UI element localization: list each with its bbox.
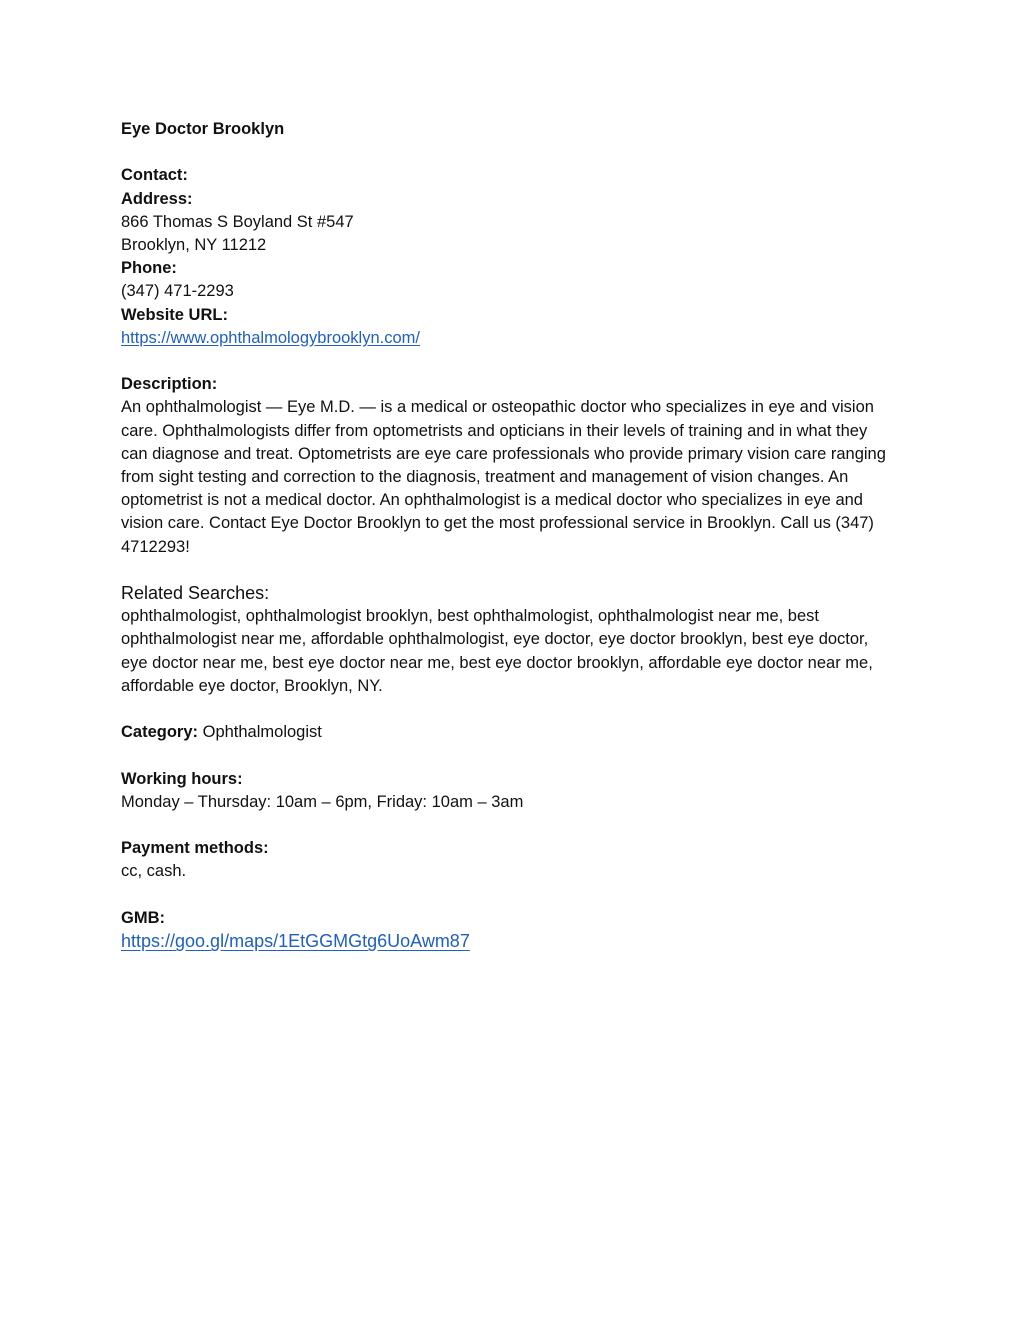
- website-link[interactable]: https://www.ophthalmologybrooklyn.com/: [121, 328, 420, 347]
- spacer: [121, 559, 911, 582]
- description-line: vision care. Contact Eye Doctor Brooklyn to get the most professional service in Brooklyn. Call us (347): [121, 514, 874, 533]
- description-line: care. Ophthalmologists differ from optometrists and opticians in their levels of training and in what they: [121, 421, 868, 440]
- working-hours-value: Monday – Thursday: 10am – 6pm, Friday: 10am – 3am: [121, 792, 524, 811]
- website-label: Website URL:: [121, 305, 228, 324]
- gmb-label: GMB:: [121, 908, 165, 927]
- working-hours-label: Working hours:: [121, 769, 243, 788]
- contact-heading: Contact:: [121, 166, 188, 185]
- phone-number: (347) 471-2293: [121, 282, 234, 301]
- description-line: from sight testing and correction to the diagnosis, treatment and management of vision changes. An: [121, 468, 849, 487]
- related-searches-line: ophthalmologist, ophthalmologist brooklyn, best ophthalmologist, ophthalmologist near me, best: [121, 607, 819, 626]
- spacer: [121, 141, 911, 164]
- spacer: [121, 744, 911, 767]
- payment-methods-value: cc, cash.: [121, 862, 187, 881]
- description-line: can diagnose and treat. Optometrists are eye care professionals who provide primary vision care ranging: [121, 444, 886, 463]
- address-line-1: 866 Thomas S Boyland St #547: [121, 212, 354, 231]
- description-text: [121, 396, 911, 558]
- description-line: An ophthalmologist — Eye M.D. — is a medical or osteopathic doctor who specializes in eye and vision: [121, 398, 874, 417]
- spacer: [121, 350, 911, 373]
- address-label: Address:: [121, 189, 193, 208]
- phone-label: Phone:: [121, 259, 177, 278]
- description-line: optometrist is not a medical doctor. An ophthalmologist is a medical doctor who specializes in eye and: [121, 491, 863, 510]
- spacer: [121, 884, 911, 907]
- address-line-2: Brooklyn, NY 11212: [121, 236, 267, 254]
- related-searches-line: eye doctor near me, best eye doctor near me, best eye doctor brooklyn, affordable eye doctor near me,: [121, 653, 873, 672]
- category-row: [121, 721, 911, 744]
- description-line: 4712293!: [121, 537, 190, 556]
- related-searches-line: ophthalmologist near me, affordable ophthalmologist, eye doctor, eye doctor brooklyn, best eye doctor,: [121, 630, 869, 649]
- spacer: [121, 698, 911, 721]
- related-searches-label: Related Searches:: [121, 583, 270, 604]
- category-value: Ophthalmologist: [202, 723, 322, 742]
- payment-methods-label: Payment methods:: [121, 839, 269, 858]
- description-label: Description:: [121, 375, 218, 394]
- document-page: [121, 118, 911, 954]
- related-searches-line: affordable eye doctor, Brooklyn, NY.: [121, 676, 383, 695]
- gmb-link[interactable]: https://goo.gl/maps/1EtGGMGtg6UoAwm87: [121, 931, 470, 951]
- spacer: [121, 814, 911, 837]
- related-searches-text: [121, 605, 911, 698]
- category-label: Category:: [121, 723, 199, 742]
- page-title: Eye Doctor Brooklyn: [121, 120, 285, 138]
